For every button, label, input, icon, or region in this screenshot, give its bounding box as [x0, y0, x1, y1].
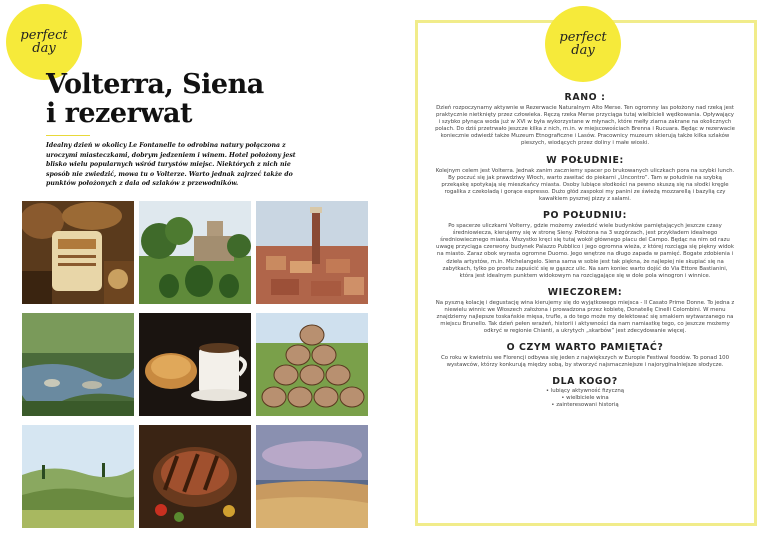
audience-list: [435, 388, 735, 409]
right-page: [395, 0, 780, 551]
itinerary: [435, 92, 735, 409]
badge-line2: day: [571, 43, 595, 58]
photo-croissant-coffee: [139, 313, 251, 416]
section-title: PO POŁUDNIU:: [543, 210, 627, 222]
section-wieczorem: [435, 287, 735, 335]
section-title: W POŁUDNIE:: [546, 154, 624, 166]
photo-grilled-steak: [139, 425, 251, 528]
intro-text: Idealny dzień w okolicy Le Fontanelle to odrobina natury połączona z uroczymi miasteczkami, dobrym jedzeniem i winem. Hotel położony jest blisko wielu popularnych wśród turystów miejsc. Niektórych z nich nie sposób nie zwiedzić, mowa tu o Volterze. Warto jednak zajrzeć także do punktów położonych z dala od szlaków z przewodników.: [46, 142, 296, 188]
section-rano: [435, 92, 735, 148]
section-title: O CZYM WARTO PAMIĘTAĆ?: [506, 342, 664, 354]
title-line2: i rezerwat: [46, 98, 193, 129]
section-title: WIECZOREM:: [547, 286, 623, 298]
photo-river-stream: [22, 313, 134, 416]
photo-grid: [22, 201, 368, 531]
page-title: [46, 70, 366, 128]
list-item: • zainteresowani historią: [435, 402, 735, 409]
section-title: DLA KOGO?: [552, 376, 618, 388]
title-divider: [46, 135, 90, 136]
photo-tuscan-hills: [22, 425, 134, 528]
photo-wine-bottles: [22, 201, 134, 304]
list-item: • lubiący aktywność fizyczną: [435, 388, 735, 395]
perfect-day-badge-right: [545, 6, 621, 82]
section-body: Po spacerze uliczkami Volterry, gdzie możemy zwiedzić wiele budynków pamiętających jeszcze czasy średniowiecza, kierujemy się w stronę Sieny. Położona na 3 wzgórzach, jest przykładem idealnego średniowiecznego miasta. Wszystko kręci się tutaj wokół głównego placu del Campo. Będąc na nim od razu uwagę przyciąga czerwony budynek Palazzo Pubblico i jego ogromna wieża, z której rozciąga się piękny widok na miasto. Zaraz obok wyrasta ogromne Duomo. Jego wnętrze na długo zapada w pamięć. Bogate zdobienia i dzieła artystów, m.in. Michelangelo. Siena sama w sobie jest tak piękna, że najlepiej nie skupiać się na zabytkach, tylko po prostu zapuścić się w gąszcz ulic. Na sam koniec warto dojść do Via Ettore Bastianini, która jest idealnym punktem widokowym na rozciągające się w dole pola winogron i winnice.: [436, 223, 734, 279]
section-dla-kogo: [435, 376, 735, 409]
photo-castle-garden: [139, 201, 251, 304]
badge-line1: perfect: [20, 28, 68, 43]
photo-wine-barrels: [256, 313, 368, 416]
section-title: RANO :: [564, 92, 606, 103]
list-item: • wielbiciele wina: [435, 395, 735, 402]
section-o-czym-warto-pamietac: [435, 342, 735, 369]
badge-line1: perfect: [559, 30, 607, 45]
section-w-poludnie: [435, 155, 735, 203]
photo-siena-rooftops: [256, 201, 368, 304]
badge-line2: day: [32, 41, 56, 56]
section-body: Kolejnym celem jest Volterra. Jednak zanim zaczniemy spacer po brukowanych uliczkach pora na szybki lunch. By poczuć się jak prawdziwy Włoch, warto zawitać do piekarni „Uncontro”. Tam w południe na szybką przekąskę spotykają się mieszkańcy miasta. Osoby lubiące słodkości na pewno skuszą się na słodki kręgle rogalika z czekoladą i gorące espresso. Dużo głód zaspokoi my panini ze świeżą mozzarellą i bazylią czy kawałkiem pysznej pizzy z salami.: [435, 167, 735, 202]
photo-vineyard-field: [256, 425, 368, 528]
section-body: Co roku w kwietniu we Florencji odbywa się jeden z największych w Europie Festiwal foodów. To ponad 100 wystawców, którzy konkurują między sobą, by stworzyć najsmaczniejsze i najoryginalniejsze słodycze.: [440, 355, 730, 369]
section-body: Dzień rozpoczynamy aktywnie w Rezerwacie Naturalnym Alto Merse. Ten ogromny las położony nad rzeką jest praktycznie nietknięty przez człowieka. Ręczą rzeka Merse przyciąga tutaj wielbicieli wędkowania. Opływający i szybko płynąca woda już w XVI w była wykorzystane w młynach, które mełły ziarna zakrane na okolicznych polach. Do dziś przetrwało jeszcze kilka z nich, m.in. w miejscowościach Brenna i Rucuara. Będąc w rezerwacie koniecznie odwiedź także Muzeum Etnograficzne i Lasów. Pracownicy muzeum skierują także kilka szlaków pieszych, wiodących przez doliny i małe wioski.: [435, 105, 735, 147]
title-line1: Volterra, Siena: [46, 69, 264, 100]
section-po-poludniu: [435, 210, 735, 280]
section-body: Na pyszną kolację i degustację wina kierujemy się do wyjątkowego miejsca - Il Casato Prime Donne. To jedna z niewielu winnic we Włoszech założona i prowadzona przez kobietę, Donatellę Cinelli Colombini. W menu znajdziemy najlepsze toskańskie mięsa, trufle, a do tego może my delektować się smakiem wytwarzanego na miejscu Brunello. Tak dzień pełen wrażeń, historii i aktywności da nam namiastkę tego, co jeszcze możemy odkryć w regionie Chianti, a ukrytych „skarbów” jest zdecydowanie więcej.: [435, 299, 735, 335]
